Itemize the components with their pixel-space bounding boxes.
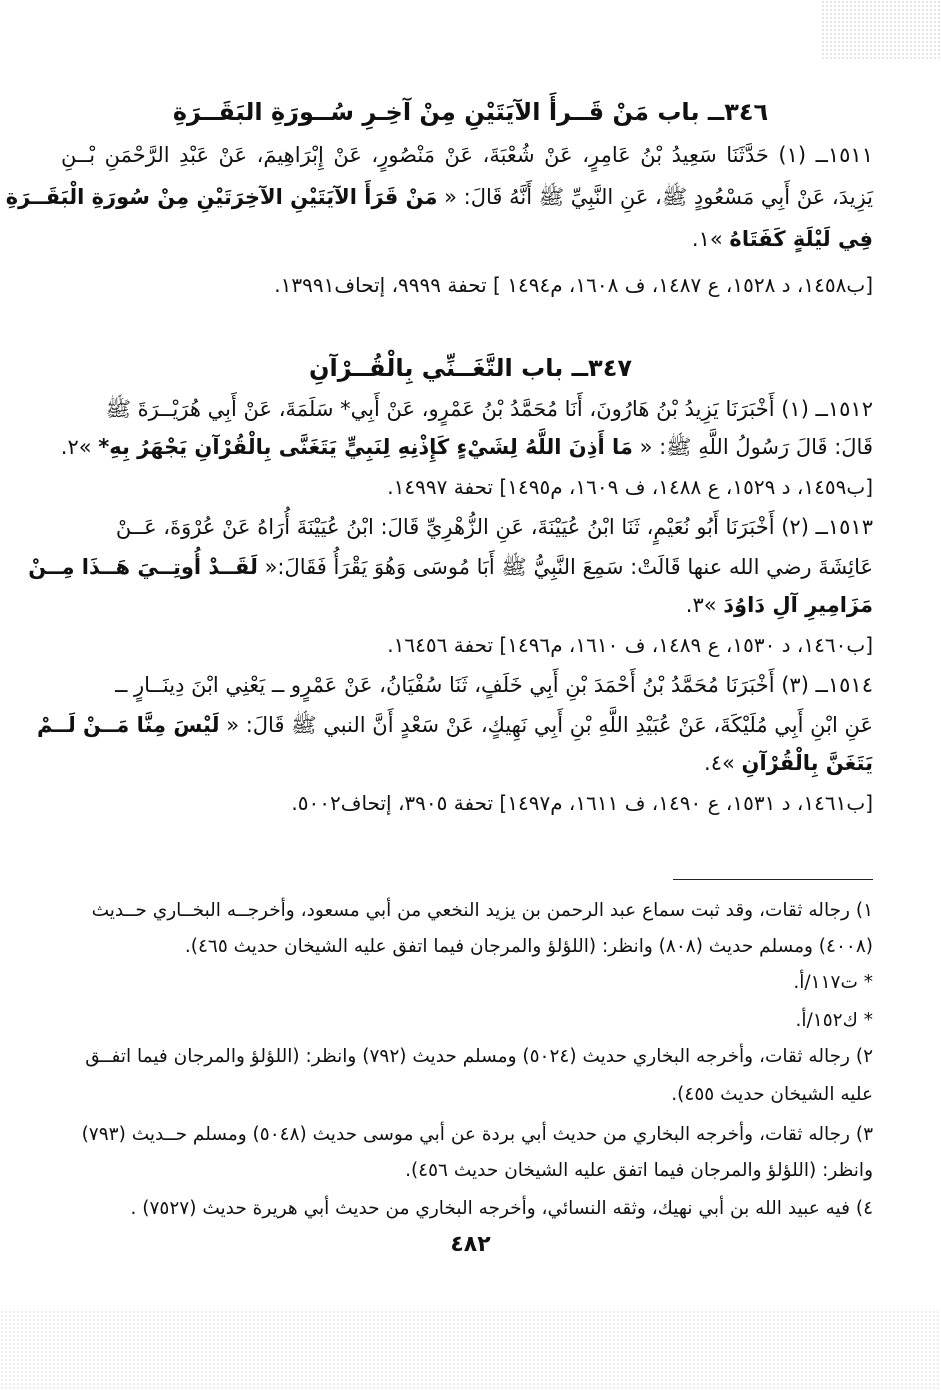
hadith-1511-line-3	[61, 224, 873, 254]
hadith-1513-matn-end: مَزَامِيرِ آلِ دَاوُدَ	[723, 593, 873, 617]
hadith-1512-line-1: ١٥١٢ــ (١) أَخْبَرَنَا يَزِيدُ بْنُ هَارُونَ، أَنَا مُحَمَّدُ بْنُ عَمْرٍو، عَنْ أَبِي* سَلَمَةَ، عَنْ أَبِي هُرَيْــرَةَ ﷺ	[105, 397, 873, 421]
hadith-1513-close: »٣.	[685, 593, 724, 617]
footnote-2-line-1: ٢) رجاله ثقات، وأخرجه البخاري حديث (٥٠٢٤) ومسلم حديث (٧٩٢) وانظر: (اللؤلؤ والمرجان فيما اتفــق	[85, 1046, 873, 1067]
hadith-1513-line-1: ١٥١٣ــ (٢) أَخْبَرَنَا أَبُو نُعَيْمٍ، ثَنَا ابْنُ عُيَيْنَةَ، عَنِ الزُّهْرِيِّ قَالَ: ابْنُ عُيَيْنَةَ أُرَاهُ عَنْ عُرْوَةَ، عَــنْ	[115, 515, 873, 539]
footnote-1-line-1: ١) رجاله ثقات، وقد ثبت سماع عبد الرحمن بن يزيد النخعي من أبي مسعود، وأخرجــه البخــاري حــديث	[91, 900, 873, 921]
footnote-1-line-2: (٤٠٠٨) ومسلم حديث (٨٠٨) وانظر: (اللؤلؤ والمرجان فيما اتفق عليه الشيخان حديث ٤٦٥).	[184, 936, 873, 957]
hadith-1514-line-3	[61, 748, 873, 778]
hadith-1511-matn-end: فِي لَيْلَةٍ كَفَتَاهُ	[729, 227, 873, 251]
hadith-1511-line-2	[5, 182, 873, 212]
hadith-1514-line-2	[37, 710, 873, 740]
hadith-1512-references: [ب١٤٥٩، د ١٥٢٩، ع ١٤٨٨، ف ١٦٠٩، م١٤٩٥] تحفة ١٤٩٩٧.	[387, 475, 873, 499]
manuscript-note-2: * ك١٥٢/أ.	[795, 1010, 873, 1031]
hadith-1512-matn: مَا أَذِنَ اللَّهُ لِشَيْءٍ كَإِذْنِهِ لِنَبِيٍّ يَتَغَنَّى بِالْقُرْآنِ يَجْهَرُ بِهِ*	[98, 435, 633, 459]
hadith-1511-references: [ب١٤٥٨، د ١٥٢٨، ع ١٤٨٧، ف ١٦٠٨، م١٤٩٤ ] تحفة ٩٩٩٩، إتحاف١٣٩٩١.	[274, 273, 873, 297]
scan-texture	[821, 0, 941, 60]
chapter-heading-347: ٣٤٧ــ باب التَّغَــنِّي بِالْقُــرْآنِ	[309, 354, 632, 382]
hadith-1513-line-3	[61, 590, 873, 620]
hadith-1514-line-1: ١٥١٤ــ (٣) أَخْبَرَنَا مُحَمَّدُ بْنُ أَحْمَدَ بْنِ أَبِي خَلَفٍ، ثَنَا سُفْيَانُ، عَنْ عَمْرٍو ــ يَعْنِي ابْنَ دِينَــارٍ ــ	[115, 673, 873, 697]
hadith-1514-close: »٤.	[704, 751, 742, 775]
hadith-1513-line-2	[28, 552, 873, 582]
hadith-1511-line-1: ١٥١١ــ (١) حَدَّثَنَا سَعِيدُ بْنُ عَامِرٍ، عَنْ شُعْبَةَ، عَنْ مَنْصُورٍ، عَنْ إِبْرَاهِيمَ، عَنْ عَبْدِ الرَّحْمَنِ بْــنِ	[61, 143, 873, 167]
hadith-1514-references: [ب١٤٦١، د ١٥٣١، ع ١٤٩٠، ف ١٦١١، م١٤٩٧] تحفة ٣٩٠٥، إتحاف٥٠٠٢.	[291, 791, 873, 815]
footnote-4-line-1: ٤) فيه عبيد الله بن أبي نهيك، وثقه النسائي، وأخرجه البخاري من حديث أبي هريرة حديث (٧٥٢٧) .	[130, 1198, 873, 1219]
hadith-1512-isnad: قَالَ: قَالَ رَسُولُ اللَّهِ ﷺ: «	[632, 435, 873, 459]
hadith-1514-matn-end: يَتَغَنَّ بِالْقُرْآنِ	[741, 751, 873, 775]
footnote-3-line-1: ٣) رجاله ثقات، وأخرجه البخاري من حديث أبي بردة عن أبي موسى حديث (٥٠٤٨) ومسلم حــديث (٧٩٣)	[81, 1124, 873, 1145]
hadith-1514-isnad: عَنِ ابْنِ أَبِي مُلَيْكَةَ، عَنْ عُبَيْدِ اللَّهِ بْنِ أَبِي نَهِيكٍ، عَنْ سَعْدٍ أَنَّ النبي ﷺ قَالَ: «	[219, 713, 873, 737]
manuscript-note-1: * ت١١٧/أ.	[793, 972, 873, 993]
chapter-heading-346: ٣٤٦ــ باب مَنْ قَــرأَ الآيَتَيْنِ مِنْ آخِـرِ سُــورَةِ البَقَــرَةِ	[172, 98, 769, 126]
hadith-1511-matn: مَنْ قَرَأَ الآيَتَيْنِ الآخِرَتَيْنِ مِنْ سُورَةِ الْبَقَــرَةِ	[5, 185, 438, 209]
hadith-1511-close: »١.	[691, 227, 730, 251]
scan-texture-bottom	[0, 1310, 941, 1390]
page-number: ٤٨٢	[450, 1232, 491, 1257]
hadith-1512-line-2	[61, 432, 873, 462]
hadith-1512-close: »٢.	[60, 435, 99, 459]
footnote-2-line-2: عليه الشيخان حديث ٤٥٥).	[671, 1084, 873, 1105]
footnote-separator	[673, 879, 873, 880]
hadith-1513-matn: لَقَــدْ أُوتِــيَ هَــذَا مِــنْ	[28, 555, 258, 579]
hadith-1513-references: [ب١٤٦٠، د ١٥٣٠، ع ١٤٨٩، ف ١٦١٠، م١٤٩٦] تحفة ١٦٤٥٦.	[387, 633, 873, 657]
hadith-1511-isnad: يَزِيدَ، عَنْ أَبِي مَسْعُودٍ ﷺ، عَنِ النَّبِيِّ ﷺ أَنَّهُ قَالَ: «	[437, 185, 873, 209]
footnote-3-line-2: وانظر: (اللؤلؤ والمرجان فيما اتفق عليه الشيخان حديث ٤٥٦).	[405, 1160, 873, 1181]
hadith-1513-isnad: عَائِشَةَ رضي الله عنها قَالَتْ: سَمِعَ النَّبِيُّ ﷺ أَبَا مُوسَى وَهُوَ يَقْرَأُ فَقَالَ:«	[257, 555, 873, 579]
hadith-1514-matn: لَيْسَ مِنَّا مَــنْ لَــمْ	[37, 713, 220, 737]
